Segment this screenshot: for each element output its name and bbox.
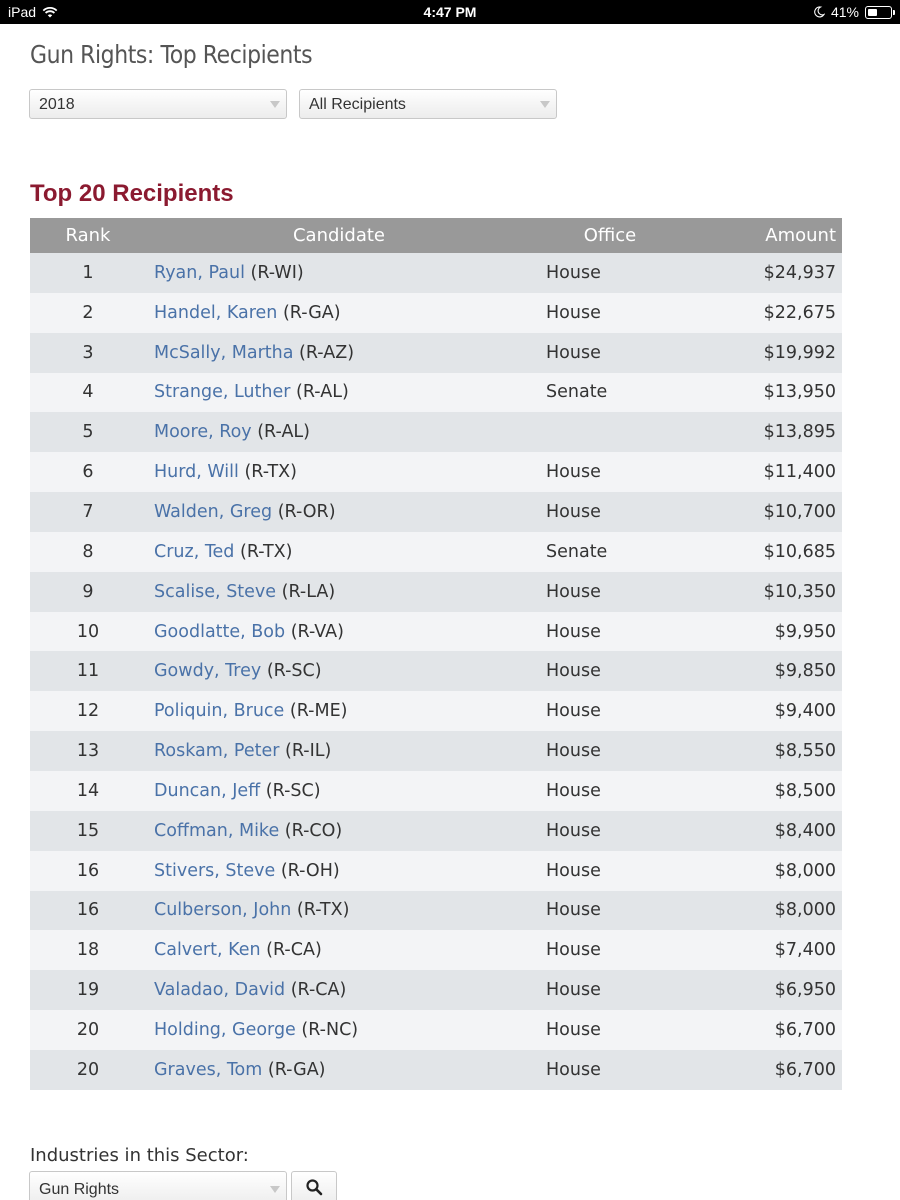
table-row [30, 612, 842, 652]
candidate-link[interactable]: Holding, George [154, 1019, 296, 1040]
table-row [30, 412, 842, 452]
section-title: Top 20 Recipients [30, 180, 234, 207]
candidate-cell [146, 1010, 538, 1050]
office-cell: House [538, 612, 688, 652]
table-row [30, 651, 842, 691]
office-cell: House [538, 452, 688, 492]
rank-cell: 6 [30, 452, 146, 492]
table-row [30, 891, 842, 931]
candidate-link[interactable]: Stivers, Steve [154, 860, 276, 881]
column-header-amount[interactable]: Amount [688, 218, 842, 253]
table-row [30, 970, 842, 1010]
rank-cell: 16 [30, 851, 146, 891]
candidate-cell [146, 691, 538, 731]
amount-cell: $10,685 [688, 532, 842, 572]
rank-cell: 3 [30, 333, 146, 373]
candidate-party: (R-AL) [296, 382, 349, 403]
candidate-link[interactable]: Roskam, Peter [154, 741, 280, 762]
industry-select-value: Gun Rights [39, 1181, 120, 1198]
candidate-link[interactable]: Handel, Karen [154, 302, 278, 323]
table-header [30, 218, 842, 253]
candidate-party: (R-CA) [266, 940, 322, 961]
amount-cell: $11,400 [688, 452, 842, 492]
amount-cell: $6,950 [688, 970, 842, 1010]
office-cell: House [538, 1010, 688, 1050]
rank-cell: 8 [30, 532, 146, 572]
office-cell: House [538, 572, 688, 612]
table-row [30, 1010, 842, 1050]
rank-cell: 19 [30, 970, 146, 1010]
status-bar [0, 0, 900, 24]
candidate-link[interactable]: Coffman, Mike [154, 820, 280, 841]
amount-cell: $6,700 [688, 1050, 842, 1090]
candidate-cell [146, 532, 538, 572]
amount-cell: $9,400 [688, 691, 842, 731]
status-time: 4:47 PM [423, 4, 477, 20]
rank-cell: 13 [30, 731, 146, 771]
candidate-party: (R-TX) [244, 462, 297, 483]
table-row [30, 1050, 842, 1090]
candidate-link[interactable]: Valadao, David [154, 980, 286, 1001]
table-row [30, 930, 842, 970]
office-cell: House [538, 651, 688, 691]
table-row [30, 851, 842, 891]
candidate-link[interactable]: Duncan, Jeff [154, 780, 261, 801]
candidate-party: (R-VA) [290, 621, 344, 642]
page-title: Gun Rights: Top Recipients [30, 40, 313, 69]
office-cell: House [538, 771, 688, 811]
table-row [30, 811, 842, 851]
candidate-link[interactable]: McSally, Martha [154, 342, 294, 363]
candidate-party: (R-AL) [257, 422, 310, 443]
candidate-party: (R-CO) [284, 820, 343, 841]
candidate-party: (R-SC) [265, 780, 321, 801]
rank-cell: 15 [30, 811, 146, 851]
office-cell: House [538, 930, 688, 970]
rank-cell: 20 [30, 1010, 146, 1050]
chevron-down-icon [264, 90, 286, 118]
candidate-party: (R-GA) [267, 1059, 326, 1080]
rank-cell: 16 [30, 891, 146, 931]
rank-cell: 9 [30, 572, 146, 612]
amount-cell: $22,675 [688, 293, 842, 333]
candidate-party: (R-TX) [296, 900, 350, 921]
rank-cell: 18 [30, 930, 146, 970]
office-cell: House [538, 293, 688, 333]
device-name: iPad [8, 4, 37, 20]
candidate-cell [146, 771, 538, 811]
candidate-link[interactable]: Walden, Greg [154, 501, 273, 522]
amount-cell: $8,400 [688, 811, 842, 851]
office-cell: House [538, 731, 688, 771]
candidate-party: (R-CA) [290, 980, 347, 1001]
candidate-party: (R-SC) [266, 661, 322, 682]
candidate-link[interactable]: Poliquin, Bruce [154, 701, 285, 722]
candidate-cell [146, 970, 538, 1010]
candidate-link[interactable]: Hurd, Will [154, 462, 239, 483]
rank-cell: 10 [30, 612, 146, 652]
office-cell: House [538, 811, 688, 851]
table-row [30, 771, 842, 811]
battery-level [868, 9, 877, 16]
candidate-link[interactable]: Scalise, Steve [154, 581, 277, 602]
office-cell [538, 412, 688, 452]
candidate-link[interactable]: Ryan, Paul [154, 262, 245, 283]
candidate-party: (R-ME) [289, 701, 348, 722]
rank-cell: 4 [30, 373, 146, 413]
candidate-party: (R-OR) [277, 501, 336, 522]
table-row [30, 373, 842, 413]
office-cell: House [538, 1050, 688, 1090]
table-body [30, 253, 842, 1090]
candidate-cell [146, 930, 538, 970]
table-row [30, 452, 842, 492]
office-cell: House [538, 253, 688, 293]
office-cell: House [538, 492, 688, 532]
table-row [30, 492, 842, 532]
candidate-cell [146, 811, 538, 851]
moon-icon [813, 6, 825, 18]
table-row [30, 253, 842, 293]
status-bar-right [813, 4, 892, 20]
column-header-candidate[interactable]: Candidate [146, 218, 538, 253]
battery-percent: 41% [830, 4, 859, 20]
candidate-party: (R-OH) [280, 860, 340, 881]
chevron-down-icon [264, 1172, 286, 1200]
amount-cell: $8,000 [688, 851, 842, 891]
amount-cell: $9,850 [688, 651, 842, 691]
rank-cell: 1 [30, 253, 146, 293]
amount-cell: $19,992 [688, 333, 842, 373]
candidate-cell [146, 891, 538, 931]
office-cell: House [538, 333, 688, 373]
candidate-link[interactable]: Goodlatte, Bob [154, 621, 286, 642]
candidate-link[interactable]: Graves, Tom [154, 1059, 263, 1080]
year-select[interactable] [29, 89, 287, 119]
rank-cell: 7 [30, 492, 146, 532]
candidate-cell [146, 293, 538, 333]
candidate-cell [146, 612, 538, 652]
candidate-cell [146, 1050, 538, 1090]
office-cell: House [538, 970, 688, 1010]
candidate-cell [146, 492, 538, 532]
rank-cell: 5 [30, 412, 146, 452]
amount-cell: $10,350 [688, 572, 842, 612]
table-header-row [30, 218, 842, 253]
candidate-party: (R-IL) [285, 741, 332, 762]
candidate-link[interactable]: Moore, Roy [154, 422, 252, 443]
table-row [30, 731, 842, 771]
year-select-value: 2018 [39, 96, 75, 113]
recipients-select[interactable] [299, 89, 557, 119]
candidate-link[interactable]: Gowdy, Trey [154, 661, 262, 682]
table-row [30, 691, 842, 731]
rank-cell: 11 [30, 651, 146, 691]
office-cell: House [538, 851, 688, 891]
candidate-link[interactable]: Culberson, John [154, 900, 292, 921]
candidate-cell [146, 412, 538, 452]
office-cell: Senate [538, 532, 688, 572]
battery-icon [865, 6, 892, 19]
rank-cell: 20 [30, 1050, 146, 1090]
candidate-cell [146, 851, 538, 891]
amount-cell: $8,500 [688, 771, 842, 811]
candidate-party: (R-AZ) [299, 342, 355, 363]
column-header-office[interactable]: Office [538, 218, 688, 253]
amount-cell: $8,550 [688, 731, 842, 771]
recipients-table [30, 218, 842, 1090]
amount-cell: $24,937 [688, 253, 842, 293]
search-icon [305, 1178, 323, 1200]
amount-cell: $7,400 [688, 930, 842, 970]
office-cell: Senate [538, 373, 688, 413]
rank-cell: 2 [30, 293, 146, 333]
table-row [30, 572, 842, 612]
candidate-cell [146, 731, 538, 771]
recipients-select-value: All Recipients [309, 96, 406, 113]
amount-cell: $6,700 [688, 1010, 842, 1050]
candidate-party: (R-LA) [281, 581, 336, 602]
amount-cell: $8,000 [688, 891, 842, 931]
candidate-cell [146, 253, 538, 293]
candidate-cell [146, 373, 538, 413]
candidate-link[interactable]: Calvert, Ken [154, 940, 261, 961]
industries-label: Industries in this Sector: [30, 1145, 249, 1166]
candidate-cell [146, 452, 538, 492]
table-row [30, 532, 842, 572]
office-cell: House [538, 891, 688, 931]
chevron-down-icon [534, 90, 556, 118]
candidate-party: (R-WI) [250, 262, 304, 283]
candidate-link[interactable]: Strange, Luther [154, 382, 291, 403]
industry-select[interactable] [29, 1171, 287, 1200]
rank-cell: 14 [30, 771, 146, 811]
amount-cell: $13,895 [688, 412, 842, 452]
candidate-party: (R-NC) [301, 1019, 359, 1040]
candidate-cell [146, 572, 538, 612]
amount-cell: $9,950 [688, 612, 842, 652]
office-cell: House [538, 691, 688, 731]
candidate-party: (R-GA) [282, 302, 341, 323]
candidate-cell [146, 651, 538, 691]
amount-cell: $10,700 [688, 492, 842, 532]
candidate-party: (R-TX) [240, 541, 293, 562]
search-button[interactable] [291, 1171, 337, 1200]
rank-cell: 12 [30, 691, 146, 731]
candidate-cell [146, 333, 538, 373]
table-row [30, 333, 842, 373]
candidate-link[interactable]: Cruz, Ted [154, 541, 235, 562]
table-row [30, 293, 842, 333]
amount-cell: $13,950 [688, 373, 842, 413]
column-header-rank[interactable]: Rank [30, 218, 146, 253]
